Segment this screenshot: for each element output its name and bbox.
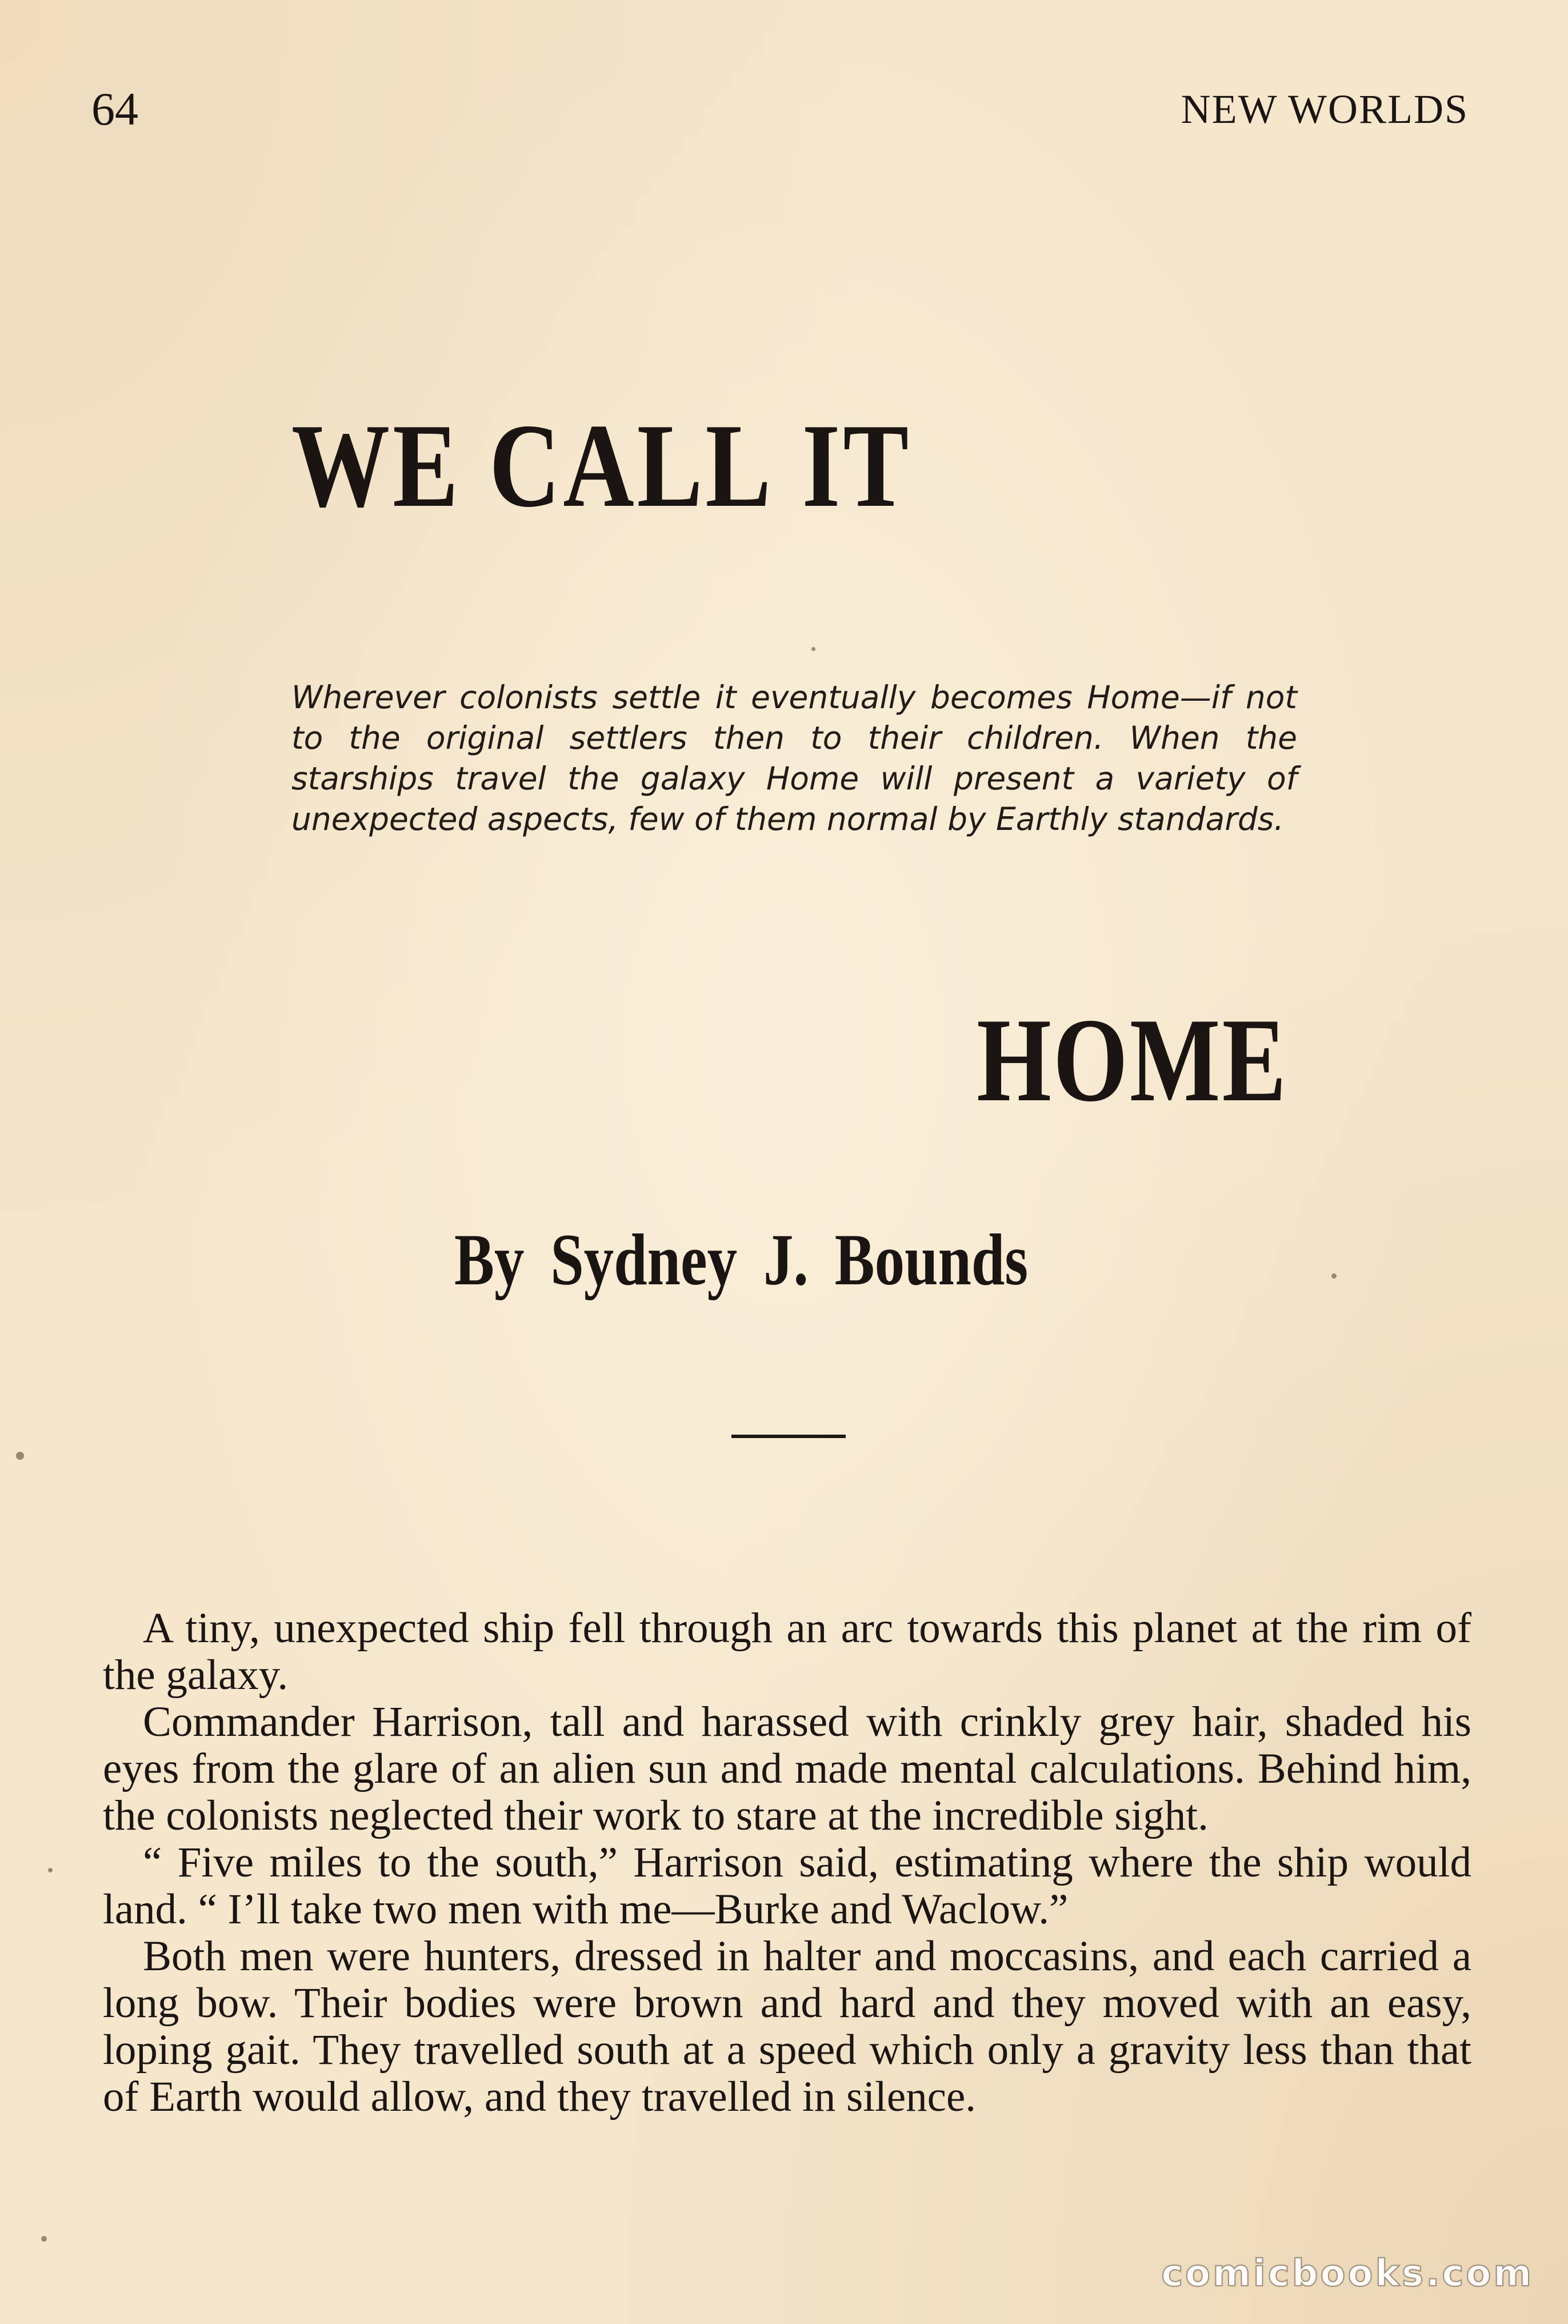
- body-paragraph: A tiny, unexpected ship fell through an arc towards this planet at the rim of the galaxy.: [103, 1604, 1471, 1699]
- story-blurb: Wherever colonists settle it eventually becomes Home—if not to the original settlers then to their children. When the starships travel the galaxy Home will present a variety of unexpected aspects, few of them normal by Earthly standards.: [291, 679, 1297, 837]
- paper-speck: [1331, 1273, 1337, 1279]
- page-number: 64: [91, 83, 138, 135]
- paper-speck: [811, 647, 815, 651]
- author-byline: By Sydney J. Bounds: [454, 1219, 1029, 1300]
- paper-speck: [16, 1452, 24, 1460]
- paper-speck: [48, 1868, 53, 1872]
- story-title-word: WE: [291, 400, 461, 532]
- watermark: comicbooks.com: [1161, 2253, 1534, 2295]
- story-title-word: CALL: [489, 400, 774, 532]
- story-title-line-1: [291, 400, 939, 532]
- body-paragraph: “ Five miles to the south,” Harrison said, estimating where the ship would land. “ I’ll take two men with me—Burke and Waclow.”: [103, 1839, 1471, 1933]
- paper-speck: [41, 2236, 47, 2242]
- body-paragraph: Commander Harrison, tall and harassed with crinkly grey hair, shaded his eyes from the glare of an alien sun and made mental calculations. Behind him, the colonists neglected their work to stare at the incredible sight.: [103, 1698, 1471, 1839]
- running-head-magazine-title: NEW WORLDS: [1181, 86, 1469, 132]
- story-title-word: IT: [802, 400, 912, 532]
- body-paragraph: Both men were hunters, dressed in halter and moccasins, and each carried a long bow. Their bodies were brown and hard and they moved with an easy, loping gait. They travelled south at a speed which only a gravity less than that of Earth would allow, and they travelled in silence.: [103, 1932, 1471, 2121]
- story-title-line-2: HOME: [977, 994, 1288, 1127]
- section-divider-rule: [731, 1435, 846, 1438]
- story-body: [103, 1605, 1471, 2121]
